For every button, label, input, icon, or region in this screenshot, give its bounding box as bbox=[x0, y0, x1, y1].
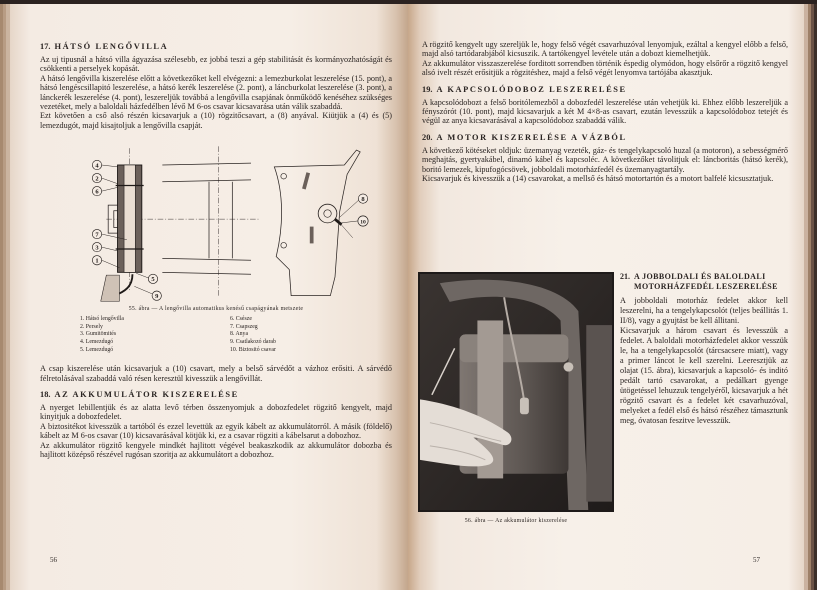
page-number-left: 56 bbox=[50, 556, 57, 564]
callout-4-label: 4 bbox=[95, 162, 99, 170]
legend-item: 7. Csapszeg bbox=[230, 323, 258, 330]
section-18-heading: 18. AZ AKKUMULÁTOR KISZERELÉSE bbox=[40, 390, 239, 400]
callout-8-label: 8 bbox=[361, 196, 365, 204]
section-18-paragraph: A nyerget lebillentjük és az alatta levő térben összenyomjuk a dobozfedelet rögzitő kengyelt, majd kinyitjuk a dobozfedelet. bbox=[40, 403, 392, 422]
section-18-paragraph: A biztositékot kivesszük a tartóból és ezzel levettük az egyik kábelt az akkumulátorról. A másik (földelő) kábelt az M 6-os csavar (10) kicsavarásával kötjük ki, ez a csavar rögziti a kábelsarut a dobozhoz. bbox=[40, 421, 392, 441]
figure-56-photo bbox=[418, 272, 614, 512]
callout-10-label: 10 bbox=[360, 219, 366, 226]
section-19-heading: 19. A KAPCSOLÓDOBOZ LESZERELÉSE bbox=[422, 84, 627, 94]
figure-56-caption: 56. ábra — Az akkumulátor kiszerelése bbox=[464, 518, 568, 524]
legend-item: 1. Hátsó lengővilla bbox=[80, 316, 124, 323]
figure-55-drawing bbox=[40, 137, 392, 305]
section-20-paragraph: A következő kötéseket oldjuk: üzemanyag vezeték, gáz- és tengelykapcsoló huzal (a motoron), a sebességmérő meghajtás, gyertyakábel, dinamó kábel és kapcsoléc. A következőket távolitjuk el: láncboritás (hátsó kerék), boritó lemezek, kipufogócsövek, jobboldali motorházfedél és üzemanyagtartály. bbox=[422, 145, 788, 174]
section-21 bbox=[620, 272, 788, 426]
callout-7-label: 7 bbox=[95, 231, 99, 239]
legend-item: 3. Gumitömités bbox=[80, 331, 117, 338]
section-17-paragraph: A hátsó lengővilla kiszerelése előtt a következőket kell elvégezni: a lemezburkolat leszerelése (15. pont), a hátsó lengéscsillapitó leszerelése, a hátsó kerék leszerelése (2. pont), a láncburkolat leszerelése (3. pont), a lánckerék leszerelése (4. pont), leszereljük továbbá a lengővilla csapjának önműködő kenéséhez szükséges vezetéket, mely a baloldali házfedélben lévő M 6-os csavar kicsavarása után válik szabaddá. bbox=[40, 73, 392, 112]
section-17-paragraph: Ezt követően a cső alsó részén kicsavarjuk a (10) rögzitőcsavart, a (8) anyával. Kiütjük a (4) és (5) lemezdugót, majd kisajtoljuk a lengővilla csapját. bbox=[40, 111, 392, 130]
left-page bbox=[10, 4, 408, 590]
legend-item: 4. Lemezdugó bbox=[80, 339, 114, 346]
section-17 bbox=[40, 42, 392, 130]
right-page-content bbox=[422, 40, 788, 190]
section-18-continued bbox=[422, 40, 788, 78]
figure-55-legend bbox=[80, 316, 392, 354]
section-19-paragraph: A kapcsolódobozt a felső boritólemezből a dobozfedél leszerelése után vehetjük ki. Ehhez előbb leszereljük a fényszórót (10. pont), majd kicsavarjuk a két M 4×8-as csavart, ezután levesszük a kapcsolódoboz tetejét és végül az anya kicsavarásával a kapcsolódoboz szabaddá válik. bbox=[422, 97, 788, 126]
right-page bbox=[408, 4, 804, 590]
section-18-paragraph: Az akkumulátor rögzitő kengyele mindkét hajlitott végével beakaszkodik az akkumulátor dobozba és hajlitott középső részével rugósan szoritja az akkumulátort a dobozhoz. bbox=[40, 440, 392, 460]
legend-item: 8. Anya bbox=[230, 331, 249, 338]
callout-2-label: 2 bbox=[95, 175, 99, 183]
section-18 bbox=[40, 390, 392, 459]
section-17-heading: 17. HÁTSÓ LENGŐVILLA bbox=[40, 42, 169, 51]
page-number-right: 57 bbox=[753, 556, 760, 564]
legend-item: 9. Csatlakozó darab bbox=[230, 339, 276, 346]
section-17-paragraph: Az uj tipusnál a hátsó villa ágyazása szélesebb, ez jobbá teszi a gép stabilitását és kormányozhatóságát és csökkenti a perselyek kopását. bbox=[40, 55, 392, 74]
left-page-content bbox=[40, 42, 392, 466]
battery-removal-photo bbox=[418, 272, 614, 512]
paragraph: A csap kiszerelése után kicsavarjuk a (10) csavart, mely a belső sárvédőt a vázhoz erősiti. A sárvédő félretolásával szabaddá való résen keresztül kivesszük a lengővillát. bbox=[40, 364, 392, 383]
paragraph: Az akkumulátor visszaszerelése forditott sorrendben történik éspedig olymódon, hogy elsőrőr a rögzitő kengyel alsó ivelt részét erősitjük a rögzitéshez, majd a felső végét lenyomva tartójába akasztjuk. bbox=[422, 58, 788, 78]
after-figure-text bbox=[40, 364, 392, 383]
legend-item: 10. Biztositó csavar bbox=[230, 346, 276, 353]
callout-9-label: 9 bbox=[155, 293, 159, 301]
figure-55-caption: 55. ábra — A lengővilla automatikus kenésű csapágyának metszete bbox=[128, 306, 304, 313]
section-21-paragraph: Kicsavarjuk a három csavart és levesszük a fedelet. A baloldali motorházfedelet akkor vesszük le, ha a tengelykapcsolót (tárcsacsere miatt), vagy a primer láncot le kell szerelni. Leeresztjük az olajat (15. ábra), kicsavarjuk a kapcsoló- és inditó pedált tartó csavarokat, a pedálkart gyenge ütögetéssel lehuzzuk tengelyéről, kicsavarjuk a hét rögzitő csavart és a fedelet két csavarhuzóval, melyeket a fedél első és hátsó részéhez támasztunk meg, óvatosan feszitve levesszük. bbox=[620, 326, 788, 425]
legend-item: 2. Persely bbox=[80, 323, 103, 330]
callout-5-label: 5 bbox=[151, 276, 155, 284]
callout-3-label: 3 bbox=[95, 244, 99, 252]
section-19 bbox=[422, 85, 788, 126]
legend-item: 6. Csésze bbox=[230, 316, 252, 323]
section-20 bbox=[422, 133, 788, 184]
battery-photo-illustration bbox=[420, 274, 612, 510]
paragraph: A rögzitő kengyelt ugy szereljük le, hogy felső végét csavarhuzóval lenyomjuk, ezáltal a kengyel előbb a felső, majd alsó tartódarabjából kicsuszik. A tartókengyel levétele után a dobozt kiemelhetjük. bbox=[422, 40, 788, 59]
callout-6-label: 6 bbox=[95, 188, 99, 196]
swingarm-bearing-diagram bbox=[40, 137, 392, 305]
callout-1-label: 1 bbox=[95, 257, 99, 265]
section-20-heading: 20. A MOTOR KISZERELÉSE A VÁZBÓL bbox=[422, 132, 627, 142]
legend-item: 5. Lemezdugó bbox=[80, 346, 114, 353]
section-21-paragraph: A jobboldali motorház fedelet akkor kell leszerelni, ha a tengelykapcsolót (teljes beállitás 1. II/8), vagy a gyujtást be kell állitani. bbox=[620, 296, 788, 325]
section-20-paragraph: Kicsavarjuk és kivesszük a (14) csavarokat, a mellső és hátsó motortartón és a motort balfelé kicsusztatjuk. bbox=[422, 174, 774, 184]
section-21-heading: 21. A JOBBOLDALI ÉS BALOLDALI MOTORHÁZFEDÉL LESZERELÉSE bbox=[620, 272, 778, 291]
